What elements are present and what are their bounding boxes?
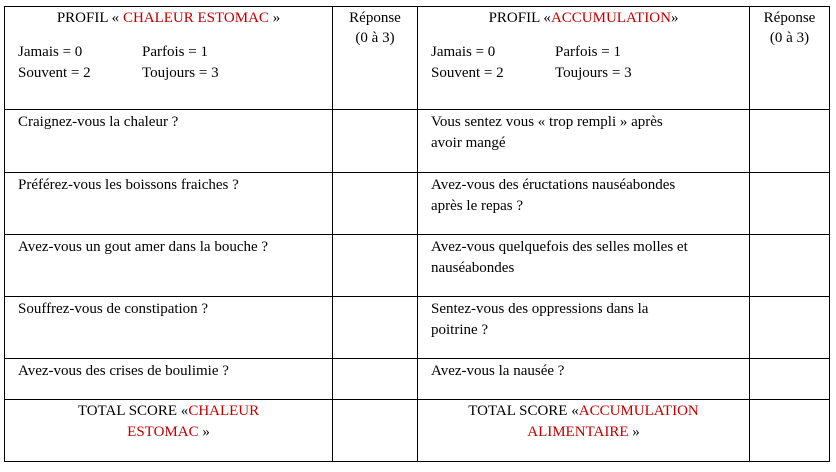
right-answer-cell[interactable] xyxy=(750,173,830,235)
left-answer-cell[interactable] xyxy=(333,359,418,400)
left-total-cell[interactable] xyxy=(333,400,418,462)
left-total-label: TOTAL SCORE «CHALEUR ESTOMAC » xyxy=(5,400,333,462)
total-row xyxy=(5,400,830,462)
left-profile-title: PROFIL « CHALEUR ESTOMAC » xyxy=(56,10,281,26)
right-answer-cell[interactable] xyxy=(750,235,830,297)
right-answer-cell[interactable] xyxy=(750,297,830,359)
left-question: Souffrez-vous de constipation ? xyxy=(18,301,209,317)
questionnaire-table xyxy=(4,6,830,462)
right-total-cell[interactable] xyxy=(750,400,830,462)
left-question: Préférez-vous les boissons fraiches ? xyxy=(18,177,239,193)
header-row xyxy=(5,7,830,110)
right-question: Avez-vous quelquefois des selles molles et nauséabondes xyxy=(431,239,688,276)
right-question: Avez-vous la nausée ? xyxy=(431,363,565,379)
left-answer-cell[interactable] xyxy=(333,173,418,235)
question-row xyxy=(5,110,830,173)
right-answer-cell[interactable] xyxy=(750,359,830,400)
right-question: Sentez-vous des oppressions dans la poitrine ? xyxy=(431,301,649,338)
right-question: Avez-vous des éructations nauséabondes après le repas ? xyxy=(431,177,676,214)
left-profile-header xyxy=(5,7,333,110)
question-row xyxy=(5,297,830,359)
left-scale-legend: Jamais = 0 Parfois = 1 Souvent = 2 Toujours = 3 xyxy=(18,44,219,81)
right-profile-header xyxy=(418,7,750,110)
right-scale-legend: Jamais = 0 Parfois = 1 Souvent = 2 Toujours = 3 xyxy=(431,44,632,81)
right-answer-cell[interactable] xyxy=(750,110,830,173)
left-question: Avez-vous des crises de boulimie ? xyxy=(18,363,229,379)
left-question: Craignez-vous la chaleur ? xyxy=(18,114,179,130)
left-answer-cell[interactable] xyxy=(333,110,418,173)
right-profile-title: PROFIL «ACCUMULATION» xyxy=(488,10,679,26)
right-response-header: Réponse (0 à 3) xyxy=(750,7,830,110)
left-question: Avez-vous un gout amer dans la bouche ? xyxy=(18,239,269,255)
right-question: Vous sentez vous « trop rempli » après avoir mangé xyxy=(431,114,663,151)
question-row xyxy=(5,235,830,297)
left-answer-cell[interactable] xyxy=(333,297,418,359)
question-row xyxy=(5,359,830,400)
right-total-label: TOTAL SCORE «ACCUMULATION ALIMENTAIRE » xyxy=(418,400,750,462)
left-response-header: Réponse (0 à 3) xyxy=(333,7,418,110)
left-answer-cell[interactable] xyxy=(333,235,418,297)
question-row xyxy=(5,173,830,235)
